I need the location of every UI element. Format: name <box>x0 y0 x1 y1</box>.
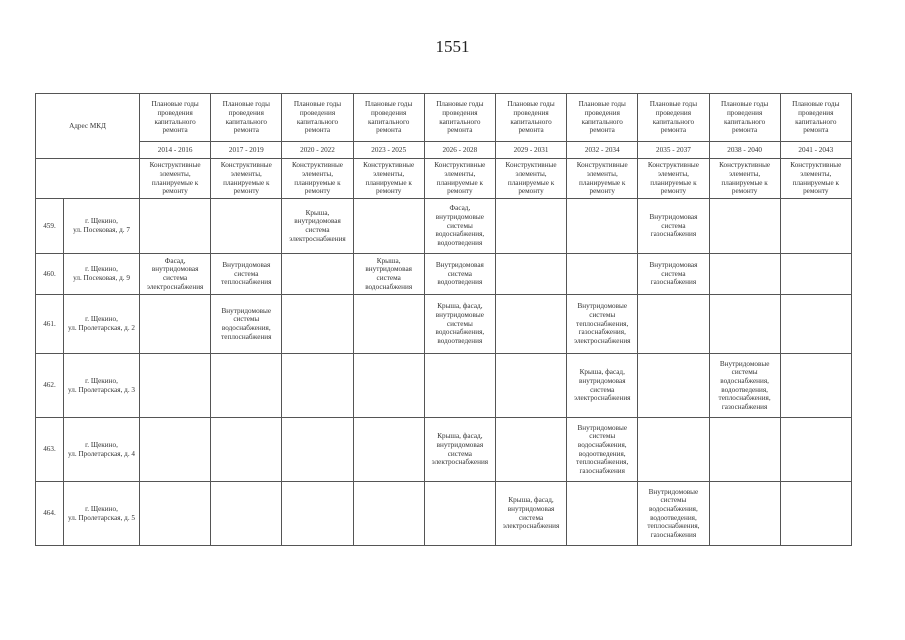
repair-cell: Внутридомовые системы водоснабжения, водоотведения, теплоснабжения, газоснабжения <box>709 354 780 418</box>
period-range-4: 2023 - 2025 <box>353 142 424 159</box>
row-address <box>64 418 140 482</box>
row-number: 462. <box>36 354 64 418</box>
elements-title-8: Конструктивные элементы, планируемые к ремонту <box>638 159 709 199</box>
repair-cell: Крыша, фасад, внутридомовая система электроснабжения <box>567 354 638 418</box>
table-row <box>36 354 852 418</box>
repair-cell <box>211 482 282 546</box>
repair-cell <box>495 354 566 418</box>
repair-cell: Внутридомовая система газоснабжения <box>638 199 709 254</box>
row-address <box>64 254 140 295</box>
repair-cell <box>282 295 353 354</box>
address-city: г. Щекино, <box>85 504 118 513</box>
repair-cell: Внутридомовые системы водоснабжения, теплоснабжения <box>211 295 282 354</box>
repair-cell <box>211 418 282 482</box>
repair-cell: Крыша, фасад, внутридомовые системы водоснабжения, водоотведения <box>424 295 495 354</box>
repair-cell: Внутридомовая система газоснабжения <box>638 254 709 295</box>
repair-cell <box>353 354 424 418</box>
repair-cell <box>780 199 851 254</box>
period-title-3: Плановые годы проведения капитального ремонта <box>282 94 353 142</box>
address-city: г. Щекино, <box>85 440 118 449</box>
repair-cell <box>780 295 851 354</box>
period-range-6: 2029 - 2031 <box>495 142 566 159</box>
elements-title-5: Конструктивные элементы, планируемые к ремонту <box>424 159 495 199</box>
repair-cell <box>638 295 709 354</box>
table-row <box>36 295 852 354</box>
row-number: 464. <box>36 482 64 546</box>
page-number: 1551 <box>435 37 470 56</box>
period-range-5: 2026 - 2028 <box>424 142 495 159</box>
table-row <box>36 199 852 254</box>
header-blank-cell <box>36 159 140 199</box>
elements-title-9: Конструктивные элементы, планируемые к ремонту <box>709 159 780 199</box>
repair-cell: Фасад, внутридомовая система электроснабжения <box>140 254 211 295</box>
address-city: г. Щекино, <box>85 315 118 324</box>
repair-cell <box>709 295 780 354</box>
row-number: 460. <box>36 254 64 295</box>
address-city: г. Щекино, <box>85 217 118 226</box>
repair-cell: Внутридомовые системы водоснабжения, водоотведения, теплоснабжения, газоснабжения <box>567 418 638 482</box>
repair-cell <box>638 354 709 418</box>
period-range-9: 2038 - 2040 <box>709 142 780 159</box>
repair-cell <box>780 482 851 546</box>
row-address <box>64 295 140 354</box>
repair-cell <box>140 354 211 418</box>
address-street: ул. Посековая, д. 9 <box>73 274 130 282</box>
row-address <box>64 354 140 418</box>
period-title-10: Плановые годы проведения капитального ремонта <box>780 94 851 142</box>
repair-cell <box>282 482 353 546</box>
period-title-4: Плановые годы проведения капитального ремонта <box>353 94 424 142</box>
repair-cell <box>567 482 638 546</box>
period-range-7: 2032 - 2034 <box>567 142 638 159</box>
row-number: 459. <box>36 199 64 254</box>
repair-cell <box>140 418 211 482</box>
repair-cell: Внутридомовые системы теплоснабжения, газоснабжения, электроснабжения <box>567 295 638 354</box>
repair-cell: Фасад, внутридомовые системы водоснабжения, водоотведения <box>424 199 495 254</box>
repair-cell: Крыша, внутридомовая система электроснабжения <box>282 199 353 254</box>
repair-cell <box>282 354 353 418</box>
repair-cell <box>353 482 424 546</box>
table-row <box>36 254 852 295</box>
elements-title-7: Конструктивные элементы, планируемые к ремонту <box>567 159 638 199</box>
repair-cell <box>282 254 353 295</box>
repair-cell: Внутридомовая система водоотведения <box>424 254 495 295</box>
period-range-2: 2017 - 2019 <box>211 142 282 159</box>
repair-cell: Внутридомовые системы водоснабжения, водоотведения, теплоснабжения, газоснабжения <box>638 482 709 546</box>
table-row <box>36 482 852 546</box>
address-city: г. Щекино, <box>85 265 118 274</box>
repair-cell <box>780 418 851 482</box>
repair-cell <box>140 199 211 254</box>
period-title-2: Плановые годы проведения капитального ремонта <box>211 94 282 142</box>
repair-cell <box>638 418 709 482</box>
repair-cell <box>709 482 780 546</box>
address-city: г. Щекино, <box>85 376 118 385</box>
address-street: ул. Пролетарская, д. 5 <box>67 513 136 522</box>
period-title-6: Плановые годы проведения капитального ремонта <box>495 94 566 142</box>
period-range-1: 2014 - 2016 <box>140 142 211 159</box>
repair-cell: Внутридомовая система теплоснабжения <box>211 254 282 295</box>
repair-cell <box>780 254 851 295</box>
elements-title-4: Конструктивные элементы, планируемые к ремонту <box>353 159 424 199</box>
header-row-titles <box>36 94 852 142</box>
repair-cell <box>709 199 780 254</box>
table-row <box>36 418 852 482</box>
repair-cell <box>424 482 495 546</box>
period-range-3: 2020 - 2022 <box>282 142 353 159</box>
period-title-5: Плановые годы проведения капитального ремонта <box>424 94 495 142</box>
address-street: ул. Пролетарская, д. 4 <box>67 449 136 458</box>
address-street: ул. Посековая, д. 7 <box>73 226 130 234</box>
row-address <box>64 199 140 254</box>
repair-cell: Крыша, фасад, внутридомовая система электроснабжения <box>495 482 566 546</box>
repair-cell <box>353 295 424 354</box>
header-row-elements <box>36 159 852 199</box>
elements-title-2: Конструктивные элементы, планируемые к ремонту <box>211 159 282 199</box>
row-number: 463. <box>36 418 64 482</box>
elements-title-1: Конструктивные элементы, планируемые к ремонту <box>140 159 211 199</box>
repair-cell <box>211 354 282 418</box>
repair-cell <box>567 254 638 295</box>
repair-cell: Крыша, фасад, внутридомовая система электроснабжения <box>424 418 495 482</box>
period-range-8: 2035 - 2037 <box>638 142 709 159</box>
repair-cell <box>709 254 780 295</box>
elements-title-3: Конструктивные элементы, планируемые к ремонту <box>282 159 353 199</box>
repair-cell <box>495 254 566 295</box>
repair-cell <box>353 418 424 482</box>
row-address <box>64 482 140 546</box>
repair-cell <box>780 354 851 418</box>
elements-title-6: Конструктивные элементы, планируемые к ремонту <box>495 159 566 199</box>
address-header: Адрес МКД <box>36 94 140 159</box>
repair-cell <box>140 482 211 546</box>
repair-cell: Крыша, внутридомовая система водоснабжения <box>353 254 424 295</box>
period-title-1: Плановые годы проведения капитального ремонта <box>140 94 211 142</box>
period-title-8: Плановые годы проведения капитального ремонта <box>638 94 709 142</box>
elements-title-10: Конструктивные элементы, планируемые к ремонту <box>780 159 851 199</box>
address-street: ул. Пролетарская, д. 3 <box>67 385 136 394</box>
capital-repair-schedule-table <box>35 93 852 546</box>
header-row-periods <box>36 142 852 159</box>
repair-cell <box>567 199 638 254</box>
repair-cell <box>424 354 495 418</box>
repair-cell <box>211 199 282 254</box>
repair-cell <box>495 295 566 354</box>
repair-cell <box>495 418 566 482</box>
repair-cell <box>282 418 353 482</box>
repair-cell <box>495 199 566 254</box>
repair-cell <box>140 295 211 354</box>
period-title-9: Плановые годы проведения капитального ремонта <box>709 94 780 142</box>
repair-cell <box>353 199 424 254</box>
period-range-10: 2041 - 2043 <box>780 142 851 159</box>
address-street: ул. Пролетарская, д. 2 <box>67 324 136 332</box>
period-title-7: Плановые годы проведения капитального ремонта <box>567 94 638 142</box>
row-number: 461. <box>36 295 64 354</box>
repair-cell <box>709 418 780 482</box>
